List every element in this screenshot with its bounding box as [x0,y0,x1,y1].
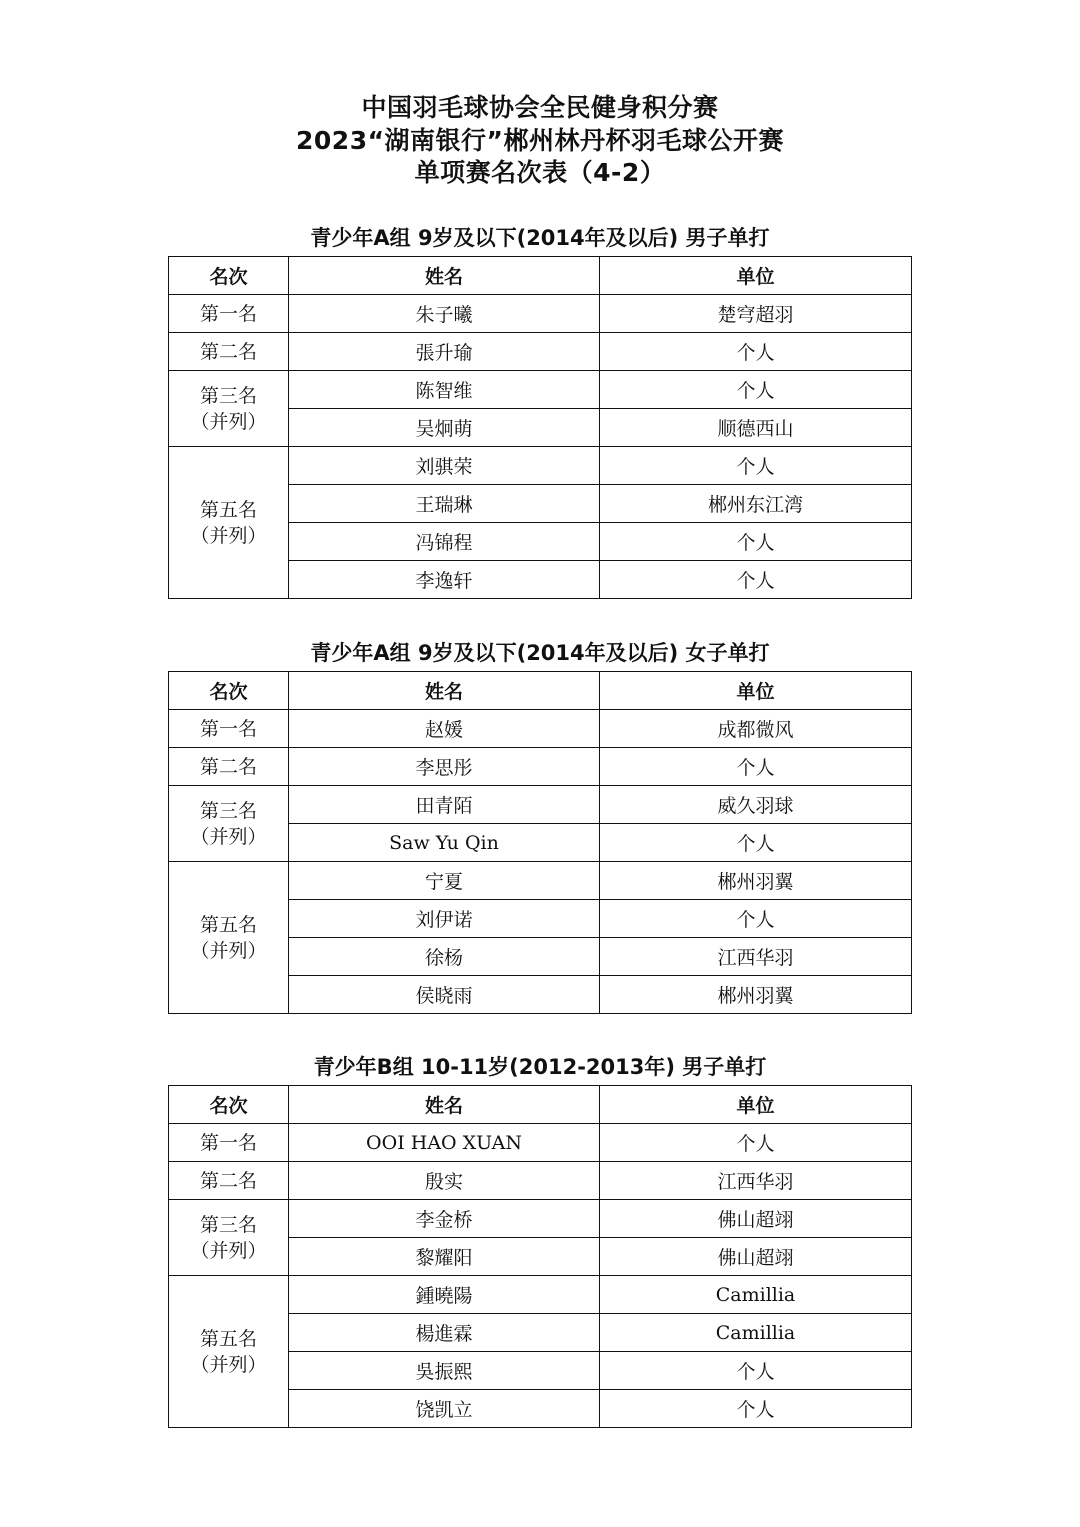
player-unit-cell: 个人 [600,824,912,862]
results-table [168,1085,912,1428]
player-unit-cell: Camillia [600,1314,912,1352]
rank-cell [169,371,289,447]
player-name-cell: 冯锦程 [289,523,600,561]
rank-cell [169,862,289,1014]
rank-cell [169,1200,289,1276]
player-unit-cell: 个人 [600,371,912,409]
header-name: 姓名 [289,1086,600,1124]
player-unit-cell: 成都微风 [600,710,912,748]
player-name-cell: 王瑞琳 [289,485,600,523]
rank-label: 第五名 [199,1327,257,1350]
player-unit-cell: 佛山超翊 [600,1238,912,1276]
player-unit-cell: Camillia [600,1276,912,1314]
table-row [169,862,912,900]
header-rank: 名次 [169,672,289,710]
player-name-cell: OOI HAO XUAN [289,1124,600,1162]
player-name-cell: 黎耀阳 [289,1238,600,1276]
section-title: 青少年B组 10-11岁(2012-2013年) 男子单打 [313,1055,767,1079]
player-unit-cell: 个人 [600,900,912,938]
player-unit-cell: 郴州羽翼 [600,976,912,1014]
header-rank: 名次 [169,257,289,295]
player-name-cell: 徐杨 [289,938,600,976]
rank-cell [169,295,289,333]
player-name-cell: 朱子曦 [289,295,600,333]
player-unit-cell: 个人 [600,523,912,561]
rank-label: 第二名 [199,755,257,778]
player-unit-cell: 佛山超翊 [600,1200,912,1238]
player-name-cell: 李逸轩 [289,561,600,599]
rank-cell [169,1124,289,1162]
table-row [169,710,912,748]
player-unit-cell: 顺德西山 [600,409,912,447]
rank-label: 第一名 [199,1131,257,1154]
player-unit-cell: 郴州东江湾 [600,485,912,523]
header-name: 姓名 [289,257,600,295]
section-title: 青少年A组 9岁及以下(2014年及以后) 男子单打 [310,226,770,250]
table-row [169,447,912,485]
header-rank: 名次 [169,1086,289,1124]
player-unit-cell: 个人 [600,447,912,485]
player-unit-cell: 威久羽球 [600,786,912,824]
table-row [169,1276,912,1314]
rank-tie-note: （并列） [190,825,267,848]
rank-tie-note: （并列） [190,524,267,547]
rank-cell [169,786,289,862]
player-unit-cell: 江西华羽 [600,1162,912,1200]
player-name-cell: 刘伊诺 [289,900,600,938]
title-line-2: 2023“湖南银行”郴州林丹杯羽毛球公开赛 [296,126,784,155]
rank-label: 第五名 [199,498,257,521]
player-name-cell: 李思彤 [289,748,600,786]
player-unit-cell: 楚穹超羽 [600,295,912,333]
rank-label: 第一名 [199,302,257,325]
player-name-cell: 張升瑜 [289,333,600,371]
table-row [169,1124,912,1162]
rank-label: 第二名 [199,1169,257,1192]
player-unit-cell: 个人 [600,1124,912,1162]
player-name-cell: 陈智维 [289,371,600,409]
player-unit-cell: 江西华羽 [600,938,912,976]
rank-label: 第三名 [199,384,257,407]
player-name-cell: 侯晓雨 [289,976,600,1014]
header-unit: 单位 [600,1086,912,1124]
rank-label: 第五名 [199,913,257,936]
table-row [169,1162,912,1200]
header-unit: 单位 [600,257,912,295]
rank-cell [169,1276,289,1428]
player-name-cell: 吴炯萌 [289,409,600,447]
player-name-cell: 田青陌 [289,786,600,824]
player-name-cell: 楊進霖 [289,1314,600,1352]
rank-cell [169,710,289,748]
player-unit-cell: 个人 [600,1352,912,1390]
table-row [169,1200,912,1238]
rank-tie-note: （并列） [190,1353,267,1376]
player-name-cell: 宁夏 [289,862,600,900]
header-name: 姓名 [289,672,600,710]
rank-cell [169,447,289,599]
table-row [169,371,912,409]
results-table [168,671,912,1014]
player-unit-cell: 郴州羽翼 [600,862,912,900]
rank-label: 第一名 [199,717,257,740]
rank-tie-note: （并列） [190,939,267,962]
player-name-cell: 刘骐荣 [289,447,600,485]
table-row [169,333,912,371]
title-line-1: 中国羽毛球协会全民健身积分赛 [361,93,719,122]
player-name-cell: Saw Yu Qin [289,824,600,862]
table-header-row [169,257,912,295]
player-name-cell: 李金桥 [289,1200,600,1238]
rank-cell [169,1162,289,1200]
player-unit-cell: 个人 [600,561,912,599]
table-row [169,295,912,333]
table-header-row [169,1086,912,1124]
player-name-cell: 殷实 [289,1162,600,1200]
player-name-cell: 鍾曉陽 [289,1276,600,1314]
rank-label: 第三名 [199,799,257,822]
table-header-row [169,672,912,710]
player-unit-cell: 个人 [600,333,912,371]
player-name-cell: 吳振熙 [289,1352,600,1390]
title-line-3: 单项赛名次表（4-2） [414,158,666,187]
rank-tie-note: （并列） [190,410,267,433]
player-name-cell: 饶凯立 [289,1390,600,1428]
rank-cell [169,748,289,786]
player-name-cell: 赵媛 [289,710,600,748]
table-row [169,748,912,786]
rank-tie-note: （并列） [190,1239,267,1262]
table-row [169,786,912,824]
header-unit: 单位 [600,672,912,710]
player-unit-cell: 个人 [600,748,912,786]
results-table [168,256,912,599]
section-title: 青少年A组 9岁及以下(2014年及以后) 女子单打 [310,641,770,665]
rank-label: 第二名 [199,340,257,363]
rank-cell [169,333,289,371]
player-unit-cell: 个人 [600,1390,912,1428]
rank-label: 第三名 [199,1213,257,1236]
